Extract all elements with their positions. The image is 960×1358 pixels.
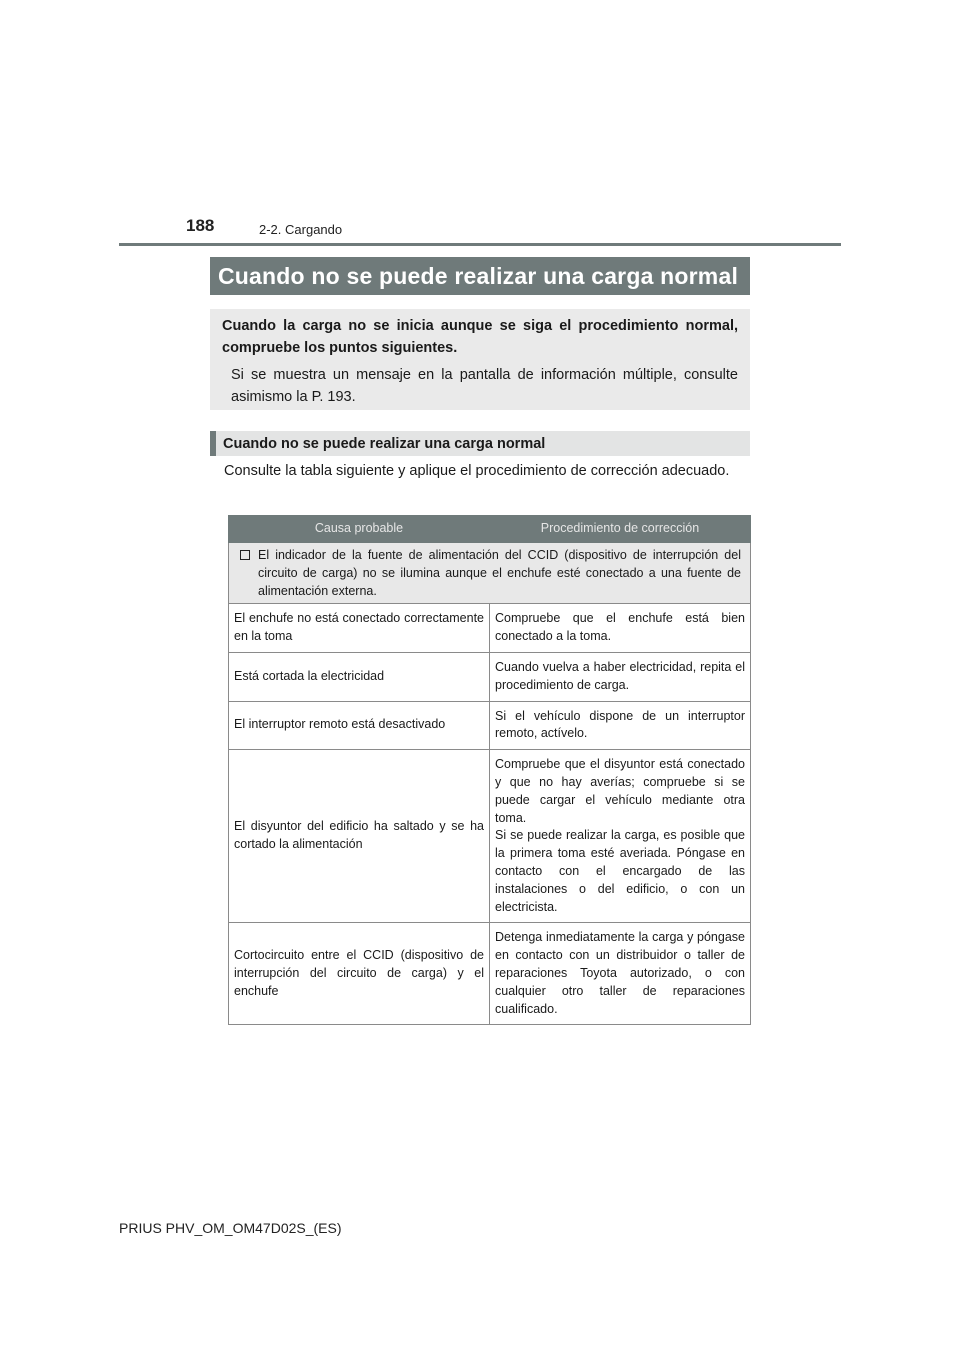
title-bar [210, 257, 750, 295]
group-label: El indicador de la fuente de alimentación del CCID (dispositivo de interrupción del circuito de carga) no se ilumina aunque el enchufe esté conectado a una fuente de alimentación externa. [258, 548, 741, 598]
page-number: 188 [186, 216, 215, 235]
page-title: Cuando no se puede realizar una carga normal [218, 262, 739, 289]
procedure-cell: Cuando vuelva a haber electricidad, repita el procedimiento de carga. [490, 652, 751, 701]
table-row [229, 923, 751, 1025]
table-group-row [229, 543, 751, 604]
group-content [240, 547, 741, 600]
intro-box [210, 309, 750, 410]
cause-cell: El enchufe no está conectado correctamente en la toma [229, 604, 490, 653]
table-row [229, 604, 751, 653]
subsection-body: Consulte la tabla siguiente y aplique el procedimiento de corrección adecuado. [224, 463, 730, 479]
procedure-cell: Detenga inmediatamente la carga y póngase en contacto con un distribuidor o taller de reparaciones Toyota autorizado, o con cualquier otro taller de reparaciones cualificado. [490, 923, 751, 1025]
header-procedure: Procedimiento de corrección [490, 516, 751, 543]
cause-cell: El interruptor remoto está desactivado [229, 701, 490, 750]
table-row [229, 652, 751, 701]
footer-doc-code: PRIUS PHV_OM_OM47D02S_(ES) [119, 1220, 342, 1236]
header-cause: Causa probable [229, 516, 490, 543]
checkbox-square-icon [240, 550, 250, 560]
table-row [229, 701, 751, 750]
subsection-title: Cuando no se puede realizar una carga normal [223, 435, 546, 452]
section-reference: 2-2. Cargando [259, 222, 343, 237]
correction-table [228, 515, 751, 1025]
group-cell [229, 543, 751, 604]
procedure-part-2: Si se puede realizar la carga, es posible que la primera toma esté averiada. Póngase en contacto con el encargado de las instalaciones o del edificio, o con un electricista. [495, 828, 745, 914]
cause-cell: Cortocircuito entre el CCID (dispositivo de interrupción del circuito de carga) y el enchufe [229, 923, 490, 1025]
intro-bold-text: Cuando la carga no se inicia aunque se siga el procedimiento normal, compruebe los puntos siguientes. [222, 318, 738, 356]
cause-cell: Está cortada la electricidad [229, 652, 490, 701]
procedure-cell: Si el vehículo dispone de un interruptor remoto, actívelo. [490, 701, 751, 750]
intro-note-text: Si se muestra un mensaje en la pantalla de información múltiple, consulte asimismo la P. 193. [231, 367, 738, 405]
procedure-cell [490, 750, 751, 923]
header-rule [119, 243, 841, 246]
table-row [229, 750, 751, 923]
procedure-part-1: Compruebe que el disyuntor está conectado y que no hay averías; compruebe si se puede cargar el vehículo mediante otra toma. [495, 757, 745, 825]
procedure-cell: Compruebe que el enchufe está bien conectado a la toma. [490, 604, 751, 653]
table-header-row [229, 516, 751, 543]
cause-cell: El disyuntor del edificio ha saltado y se ha cortado la alimentación [229, 750, 490, 923]
subsection-bar [210, 431, 750, 456]
